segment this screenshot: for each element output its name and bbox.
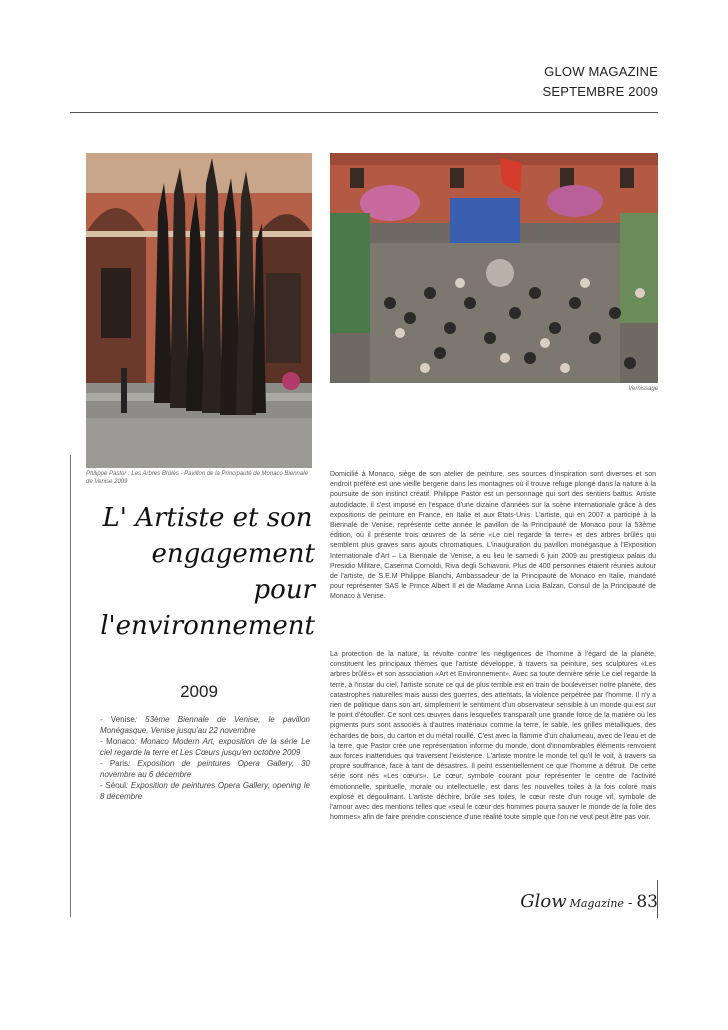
title-line-3: l'environnement [100,611,315,641]
sculpture-photo [86,153,312,468]
title-line-2: engagement pour [151,539,315,605]
vernissage-photo [330,153,658,383]
events-year: 2009 [180,682,218,701]
footer-brand: Glow [520,891,567,912]
issue-date: SEPTEMBRE 2009 [542,84,658,99]
footer-magazine: Magazine [569,897,624,910]
article-paragraph-1: Domicilié à Monaco, siège de son atelier de peinture, ses sources d'inspiration sont diverses et son endroit préféré est une vieille bergerie dans les montagnes où il trouve refuge plongé dans la nature à la poursuite de son instinct créatif. Philippe Pastor est un personnage qui sort des sentiers battus. Artiste autodidacte, il s'est imposé en l'espace d'une dizaine d'années sur la scène internationale grâce à des expositions de peinture en France, en Italie et aux Etats-Unis. L'artiste, qui en 2007 a participé à la Biennale de Venise, représente cette année le pavillon de la Principauté de Monaco pour la 53ème édition, où il présente trois œuvres de la série «Le ciel regarde la terre» et des arbres brûlés qui semblent plus graves sans ajouts chromatiques. L'inauguration du pavillon monégasque à l'Exposition Internationale d'Art – La Biennale de Venise, a eu lieu le samedi 6 juin 2009 au prestigieux palais du Presidio Militare, Caserma Cornoldi, Riva degli Schiavoni. Plus de 400 personnes étaient réunies autour de l'artiste, de S.E.M Philippe Blanchi, Ambassadeur de la Principauté de Monaco en Italie, mandaté pour représenter SAS le Prince Albert II et de Madame Anna Licia Balzan, Consul de la Principauté de Monaco à Venise. [330,471,656,601]
vernissage-caption: Vernissage [628,386,658,392]
title-line-1: L' Artiste et son [102,503,313,533]
events-list [100,714,310,802]
page-number: 83 [636,892,658,912]
article-paragraph-2: La protection de la nature, la révolte contre les négligences de l'homme à l'égard de la planète, constituent les principaux thèmes que l'artiste développe, à travers sa peinture, ses sculptures «Les arbres brûlés» et son association «Art et Environnement». Avec sa toute dernière série Le ciel regarde la terre, à l'instar du ciel, l'artiste scrute ce qui de plus terrible est en train de bouleverser notre planète, des catastrophes naturelles mais aussi des guerres, des attentats, la violence perpétrée par l'homme. Il n'y a rien de politique dans son art, simplement le sentiment d'un observateur sensible à un monde qui est sur le point d'étouffer. Ce sont ces œuvres dans lesquelles transparaît une grande force de la matière où les pigments purs sont associés à d'autres matériaux comme la terre, le sable, les grilles métalliques, des échardes de bois, du carton et du métal rouillé. C'est avec la flamme d'un chalumeau, avec de l'eau et de la terre, que Pastor crée une représentation informe du monde, dont d'innombrables éléments renvoient aux forces inattendues qui traversent l'existence. L'artiste montre le monde tel qu'il le voit, à travers sa propre souffrance, face à tant de désastres. Il peint essentiellement ce que l'homme a détruit. De cette série sont nés «Les cœurs». Le cœur, symbole courant pour représenter le centre de l'activité émotionnelle, spirituelle, morale ou intellectuelle, est dans les nouvelles toiles à la fois coloré mais explosé et dégoulinant. L'artiste déchire, brûle ses toiles, le cœur reste d'un rouge vif, symbole de l'amour avec des mentions telles que «seul le cœur des hommes pourra sauver le monde de la folie des hommes» afin de faire prendre conscience d'une réalité toute simple que l'on ne veut peut être pas voir. [330,651,656,822]
left-margin-rule [70,455,71,917]
event-item: - Monaco: Monaco Modern Art, exposition de la série Le ciel regarde la terre et Les Cœurs jusqu'en octobre 2009 [100,737,311,757]
page-footer [520,891,658,912]
article-title [100,500,315,644]
event-item: - Paris: Exposition de peintures Opera Gallery, 30 novembre au 6 décembre [100,759,310,779]
footer-separator: - [627,896,633,911]
page-header [542,62,658,102]
header-divider [70,112,658,113]
magazine-name: GLOW MAGAZINE [544,64,658,79]
event-item: - Séoul: Exposition de peintures Opera Gallery, opening le 8 décembre [100,781,310,801]
sculpture-caption: Philippe Pastor : Les Arbres Brûlés - Pavillon de la Principauté de Monaco Biennale de Venise 2009 [86,471,308,485]
event-item: - Venise: 53ème Biennale de Venise, le pavillon Monégasque, Venise jusqu'au 22 novembre [100,715,311,735]
